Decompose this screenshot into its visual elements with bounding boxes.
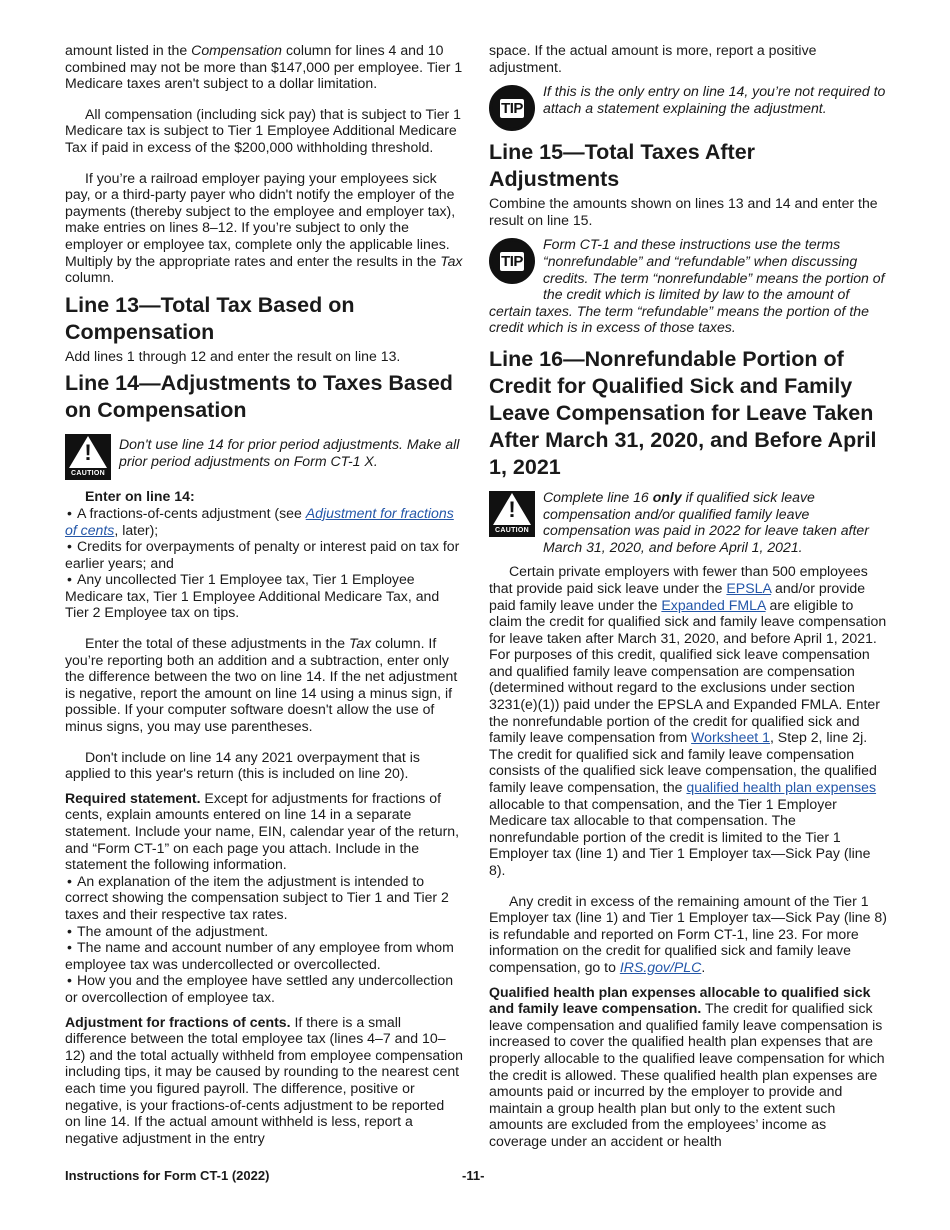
caution-note-line-16: ! CAUTION Complete line 16 only if qualified sick leave compensation and/or qualified family leave compensation was paid in 2022 for leave taken after March 31, 2020, and before April 1, 2021. <box>489 489 887 555</box>
left-column <box>65 42 463 1146</box>
enter-on-line-14-heading: Enter on line 14: <box>85 488 195 505</box>
tip-note-nonrefundable: TIP Form CT-1 and these instructions use the terms “nonrefundable” and “refundable” when discussing credits. The term “nonrefundable” means the portion of the credit which is limited by law to the amount of certain taxes. The term “refundable” means the portion of the credit which is in excess of those taxes. <box>489 236 885 336</box>
bullet-amount: • The amount of the adjustment. <box>65 923 463 940</box>
bullet-settled: • How you and the employee have settled any undercollection or overcollection of employee tax. <box>65 972 463 1005</box>
link-expanded-fmla[interactable]: Expanded FMLA <box>661 596 766 613</box>
tip-icon: TIP <box>489 85 535 131</box>
footer-page-number: -11- <box>462 1168 485 1183</box>
paragraph-fractions-of-cents: Adjustment for fractions of cents. If there is a small difference between the total employee tax (lines 4–7 and 10–12) and the total actually withheld from employee compensation including tips, it may be caused by rounding to the nearest cent each time you figured payroll. The difference, positive or negative, is your fractions-of-cents adjustment to be reported on line 14. If the actual amount withheld is less, report a negative adjustment in the entry <box>65 1013 463 1146</box>
paragraph-line-13: Add lines 1 through 12 and enter the result on line 13. <box>65 347 401 364</box>
link-worksheet-1[interactable]: Worksheet 1 <box>691 729 770 746</box>
paragraph-line-15: Combine the amounts shown on lines 13 and 14 and enter the result on line 15. <box>489 195 878 228</box>
paragraph-compensation-limit: amount listed in the Compensation column for lines 4 and 10 combined may not be more than $147,000 per employee. Tier 1 Medicare taxes aren't subject to a dollar limitation. <box>65 42 463 92</box>
bullet-credits-overpayments: • Credits for overpayments of penalty or interest paid on tax for earlier years; and <box>65 538 463 571</box>
link-adjustment-fractions[interactable]: Adjustment for fractions of cents <box>65 504 454 538</box>
heading-line-14: Line 14—Adjustments to Taxes Based on Compensation <box>65 371 453 423</box>
tip-icon: TIP <box>489 238 535 284</box>
caution-note-line-14: ! CAUTION Don't use line 14 for prior period adjustments. Make all prior period adjustments on Form CT-1 X. <box>65 432 463 482</box>
bullet-uncollected-tax: • Any uncollected Tier 1 Employee tax, Tier 1 Employee Medicare tax, Tier 1 Employee Additional Medicare Tax, and Tier 2 Employee tax on tips. <box>65 571 463 621</box>
right-column <box>489 42 887 1150</box>
paragraph-qualified-health-plan: Qualified health plan expenses allocable to qualified sick and family leave compensation. The credit for qualified sick leave compensation and qualified family leave compensation is increased to cover the qualified health plan expenses that are properly allocable to the qualified leave compensation for which the credit is allowed. These qualified health plan expenses are amounts paid or incurred by the employer to provide and maintain a group health plan but only to the extent such amounts are excluded from the employees’ income as coverage under an accident or health <box>489 983 885 1149</box>
paragraph-excess-credit: Any credit in excess of the remaining amount of the Tier 1 Employer tax (line 1) and Tier 1 Employer tax—Sick Pay (line 8) is refundable and reported on Form CT-1, line 23. For more information on the credit for qualified sick and family leave compensation, go to IRS.gov/PLC. <box>489 892 887 975</box>
paragraph-additional-medicare: All compensation (including sick pay) that is subject to Tier 1 Medicare tax is subject to Tier 1 Employee Additional Medicare Tax if paid in excess of the $200,000 withholding threshold. <box>65 105 462 155</box>
bullet-explanation: • An explanation of the item the adjustment is intended to correct showing the compensation subject to Tier 1 and Tier 2 taxes and their respective tax rates. <box>65 873 463 923</box>
heading-line-16: Line 16—Nonrefundable Portion of Credit for Qualified Sick and Family Leave Compensation for Leave Taken After March 31, 2020, and Before April 1, 2021 <box>489 346 877 479</box>
caution-icon: ! CAUTION <box>489 491 535 537</box>
paragraph-positive-adjustment: space. If the actual amount is more, report a positive adjustment. <box>489 42 817 75</box>
heading-line-15: Line 15—Total Taxes After Adjustments <box>489 140 756 192</box>
paragraph-private-employers: Certain private employers with fewer than 500 employees that provide paid sick leave under the EPSLA and/or provide paid family leave under the Expanded FMLA are eligible to claim the credit for qualified sick and family leave compensation for leave taken after March 31, 2020, and before April 1, 2021. For purposes of this credit, qualified sick leave compensation and qualified family leave compensation are compensation (determined without regard to the exclusions under section 3231(e)(1)) paid under the EPSLA and Expanded FMLA. Enter the nonrefundable portion of the credit for qualified sick and family leave compensation from Worksheet 1, Step 2, line 2j. The credit for qualified sick and family leave compensation consists of the qualified sick leave compensation, the qualified family leave compensation, the qualified health plan expenses allocable to that compensation, and the Tier 1 Employer Medicare tax allocable to that compensation. The nonrefundable portion of the credit is limited to the Tier 1 Employer tax (line 1) and Tier 1 Employer tax—Sick Pay (line 8). <box>489 563 887 878</box>
caution-icon: ! CAUTION <box>65 434 111 480</box>
link-irs-plc[interactable]: IRS.gov/PLC <box>619 958 702 975</box>
paragraph-overpayment: Don't include on line 14 any 2021 overpayment that is applied to this year's return (this is included on line 20). <box>65 748 420 782</box>
bullet-employee-name: • The name and account number of any employee from whom employee tax was undercollected or overcollected. <box>65 939 463 972</box>
tip-note-line-14: TIP If this is the only entry on line 14, you’re not required to attach a statement explaining the adjustment. <box>489 83 887 133</box>
paragraph-enter-total: Enter the total of these adjustments in the Tax column. If you’re reporting both an addition and a subtraction, enter only the difference between the two on line 14. If the net adjustment is negative, report the amount on line 14 using a minus sign, if possible. If your computer software doesn't allow the use of minus signs, you may use parentheses. <box>65 635 458 735</box>
paragraph-railroad-employer: If you’re a railroad employer paying your employees sick pay, or a third-party payer who didn't notify the employer of the payments (thereby subject to the employee and employer tax), make entries on lines 8–12. If you’re subject to only the employer or employee tax, complete only the applicable lines. Multiply by the appropriate rates and enter the results in the Tax column. <box>65 169 463 286</box>
link-epsla[interactable]: EPSLA <box>726 579 772 596</box>
footer-form-title: Instructions for Form CT-1 (2022) <box>65 1168 270 1183</box>
link-qualified-health-plan-expenses[interactable]: qualified health plan expenses <box>686 779 877 796</box>
paragraph-required-statement: Required statement. Except for adjustments for fractions of cents, explain amounts entered on line 14 in a separate statement. Include your name, EIN, calendar year of the return, and “Form CT-1” on each page you attach. Include in the statement the following information. <box>65 789 460 873</box>
heading-line-13: Line 13—Total Tax Based on Compensation <box>65 292 355 344</box>
bullet-fractions-of-cents: • A fractions-of-cents adjustment (see Adjustment for fractions of cents, later); <box>65 505 463 538</box>
